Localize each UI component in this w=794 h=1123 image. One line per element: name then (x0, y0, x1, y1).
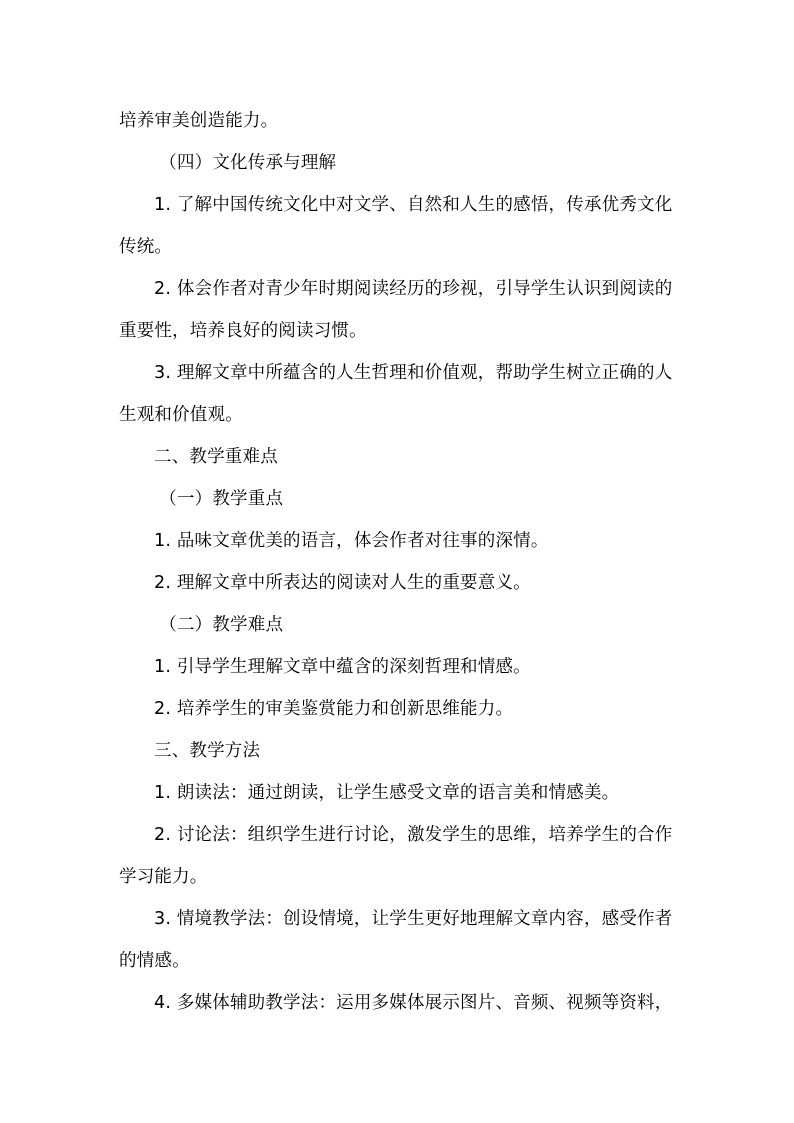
subsection-heading-difficulty: （二）教学难点 (159, 615, 284, 635)
section-heading-methods: 三、教学方法 (154, 741, 261, 761)
list-item: 2. 讨论法：组织学生进行讨论，激发学生的思维，培养学生的合作学习能力。 (119, 825, 673, 887)
list-item: 2. 培养学生的审美鉴赏能力和创新思维能力。 (154, 699, 514, 719)
list-item: 1. 了解中国传统文化中对文学、自然和人生的感悟，传承优秀文化传统。 (119, 195, 673, 257)
list-item: 1. 品味文章优美的语言，体会作者对往事的深情。 (154, 531, 549, 551)
subsection-heading-focus: （一）教学重点 (159, 489, 284, 509)
document-body (119, 100, 681, 1024)
list-item: 3. 情境教学法：创设情境，让学生更好地理解文章内容，感受作者的情感。 (119, 909, 673, 971)
section-heading-culture: （四）文化传承与理解 (159, 153, 337, 173)
paragraph-continuation: 培养审美创造能力。 (119, 111, 279, 131)
list-item: 2. 理解文章中所表达的阅读对人生的重要意义。 (154, 573, 531, 593)
list-item: 3. 理解文章中所蕴含的人生哲理和价值观，帮助学生树立正确的人生观和价值观。 (119, 363, 673, 425)
section-heading-key-points: 二、教学重难点 (154, 447, 278, 467)
list-item: 1. 引导学生理解文章中蕴含的深刻哲理和情感。 (154, 657, 531, 677)
list-item: 1. 朗读法：通过朗读，让学生感受文章的语言美和情感美。 (154, 783, 620, 803)
list-item: 2. 体会作者对青少年时期阅读经历的珍视，引导学生认识到阅读的重要性，培养良好的阅读习惯。 (119, 279, 673, 341)
list-item: 4. 多媒体辅助教学法：运用多媒体展示图片、音频、视频等资料， (154, 993, 673, 1013)
